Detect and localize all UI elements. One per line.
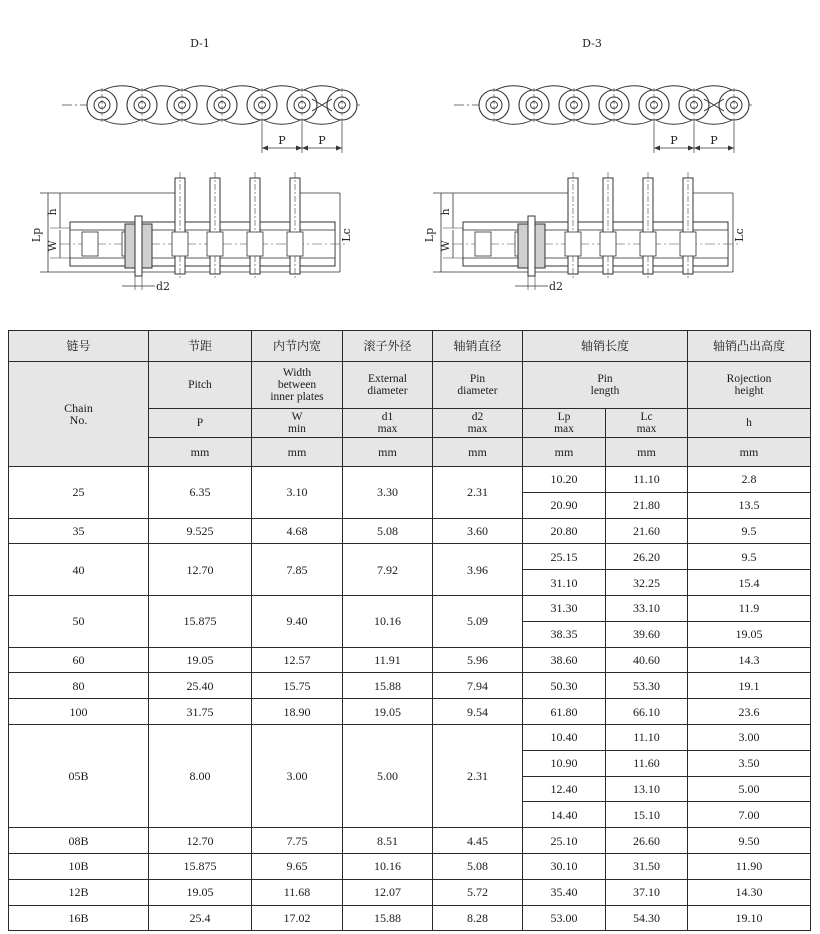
roller [172,232,188,256]
cell-width: 7.75 [252,828,343,854]
cell-lp: 25.10 [523,828,606,854]
cell-lp: 10.90 [523,750,606,776]
header-lc-symbol: Lc max [606,409,688,438]
cell-lp: 30.10 [523,853,606,879]
cell-lp: 31.10 [523,570,606,596]
cell-h: 9.5 [688,544,811,570]
table-row [9,699,811,725]
cell-d2: 5.96 [433,647,523,673]
cell-lc: 53.30 [606,673,688,699]
header-projection-symbol: h [688,409,811,438]
roller [565,232,581,256]
cell-lp: 53.00 [523,905,606,931]
roller [475,232,491,256]
cell-d2: 7.94 [433,673,523,699]
header-col-en: Pitch [149,362,252,409]
roller [82,232,98,256]
cell-d2: 4.45 [433,828,523,854]
cell-h: 5.00 [688,776,811,802]
h-label: h [439,208,452,216]
header-col-unit: mm [433,438,523,467]
cell-d1: 12.07 [343,879,433,905]
cell-width: 15.75 [252,673,343,699]
cell-chain-no: 05B [9,724,149,827]
cell-lc: 54.30 [606,905,688,931]
cell-d1: 10.16 [343,595,433,647]
cell-d1: 15.88 [343,673,433,699]
cell-lc: 39.60 [606,621,688,647]
lc-label: Lc [733,228,746,242]
cell-h: 9.50 [688,828,811,854]
dimension-arrow [728,146,734,151]
cell-chain-no: 25 [9,467,149,519]
cell-lp: 25.15 [523,544,606,570]
cell-lp: 35.40 [523,879,606,905]
cell-d2: 2.31 [433,724,523,827]
pitch-label: P [670,134,678,147]
cell-d1: 3.30 [343,467,433,519]
cell-lc: 26.20 [606,544,688,570]
cell-d2: 5.08 [433,853,523,879]
cell-h: 14.3 [688,647,811,673]
chain-drawing-canvas [0,0,820,310]
cell-h: 11.90 [688,853,811,879]
header-projection-en: Rojection height [688,362,811,409]
cell-lp: 20.90 [523,492,606,518]
cell-lc: 21.80 [606,492,688,518]
cell-lp: 12.40 [523,776,606,802]
d2-label: d2 [156,280,171,293]
header-projection-cn: 轴销凸出高度 [688,331,811,362]
cell-d2: 2.31 [433,467,523,519]
cell-chain-no: 50 [9,595,149,647]
cell-chain-no: 35 [9,518,149,544]
dimension-arrow [296,146,302,151]
cell-pitch: 12.70 [149,828,252,854]
cell-pitch: 25.4 [149,905,252,931]
cell-width: 17.02 [252,905,343,931]
header-col-symbol: d1 max [343,409,433,438]
pitch-label: P [278,134,286,147]
cell-h: 23.6 [688,699,811,725]
dimension-arrow [694,146,700,151]
cell-h: 9.5 [688,518,811,544]
cell-chain-no: 60 [9,647,149,673]
d2-label: d2 [549,280,564,293]
cell-h: 2.8 [688,467,811,493]
cell-lc: 37.10 [606,879,688,905]
table-row [9,647,811,673]
cell-h: 19.1 [688,673,811,699]
header-chain-cn: 链号 [9,331,149,362]
h-label: h [46,208,59,216]
figure-label: D-1 [190,37,210,50]
connecting-link-plate [125,224,135,268]
cell-lc: 13.10 [606,776,688,802]
lc-label: Lc [340,228,353,242]
cell-lp: 38.60 [523,647,606,673]
connecting-link-plate [518,224,528,268]
cell-lc: 26.60 [606,828,688,854]
dimension-arrow [654,146,660,151]
header-projection-unit: mm [688,438,811,467]
header-pin-length-cn: 轴销长度 [523,331,688,362]
roller [640,232,656,256]
cell-lc: 11.10 [606,724,688,750]
cell-d1: 7.92 [343,544,433,596]
cell-pitch: 15.875 [149,853,252,879]
header-col-en: Pin diameter [433,362,523,409]
header-col-symbol: P [149,409,252,438]
header-col-cn: 轴销直径 [433,331,523,362]
cell-d1: 5.00 [343,724,433,827]
dimension-arrow [336,146,342,151]
cell-pitch: 15.875 [149,595,252,647]
cell-d1: 15.88 [343,905,433,931]
table-row [9,828,811,854]
table-body [9,467,811,931]
table-row [9,905,811,931]
cell-d2: 9.54 [433,699,523,725]
cell-chain-no: 80 [9,673,149,699]
roller [600,232,616,256]
dimension-arrow [302,146,308,151]
cell-h: 3.00 [688,724,811,750]
header-lp-unit: mm [523,438,606,467]
header-col-symbol: d2 max [433,409,523,438]
cell-chain-no: 100 [9,699,149,725]
header-col-unit: mm [252,438,343,467]
header-col-cn: 滚子外径 [343,331,433,362]
cell-chain-no: 12B [9,879,149,905]
cell-lp: 20.80 [523,518,606,544]
header-pin-length-en: Pin length [523,362,688,409]
table-row [9,544,811,570]
cell-pitch: 25.40 [149,673,252,699]
cell-width: 9.40 [252,595,343,647]
header-col-symbol: W min [252,409,343,438]
header-lc-unit: mm [606,438,688,467]
cell-h: 15.4 [688,570,811,596]
cell-d2: 8.28 [433,905,523,931]
cell-h: 11.9 [688,595,811,621]
cell-lc: 33.10 [606,595,688,621]
cell-d2: 5.72 [433,879,523,905]
cell-chain-no: 40 [9,544,149,596]
figure-label: D-3 [582,37,602,50]
cell-width: 11.68 [252,879,343,905]
table-row [9,595,811,621]
table-row [9,673,811,699]
cell-lc: 21.60 [606,518,688,544]
cell-chain-no: 16B [9,905,149,931]
table-row [9,879,811,905]
table-row [9,724,811,750]
cell-lc: 31.50 [606,853,688,879]
cell-lp: 50.30 [523,673,606,699]
cell-chain-no: 10B [9,853,149,879]
technical-drawings [0,0,820,310]
cell-d1: 10.16 [343,853,433,879]
cell-lc: 15.10 [606,802,688,828]
header-row [9,362,811,409]
cell-lp: 61.80 [523,699,606,725]
cell-pitch: 6.35 [149,467,252,519]
table-row [9,467,811,493]
cell-width: 18.90 [252,699,343,725]
pitch-label: P [318,134,326,147]
cell-h: 7.00 [688,802,811,828]
roller [247,232,263,256]
chain-spec-table [8,330,811,931]
header-row [9,331,811,362]
cell-width: 12.57 [252,647,343,673]
cell-h: 19.05 [688,621,811,647]
header-col-unit: mm [343,438,433,467]
w-label: W [46,240,59,252]
cell-width: 7.85 [252,544,343,596]
header-col-en: External diameter [343,362,433,409]
header-col-unit: mm [149,438,252,467]
cell-lp: 10.40 [523,724,606,750]
cell-width: 4.68 [252,518,343,544]
cell-chain-no: 08B [9,828,149,854]
roller [287,232,303,256]
cell-d1: 11.91 [343,647,433,673]
cell-h: 3.50 [688,750,811,776]
connecting-pin [528,216,535,276]
w-label: W [439,240,452,252]
header-col-cn: 内节内宽 [252,331,343,362]
cell-width: 9.65 [252,853,343,879]
lp-label: Lp [423,227,436,243]
header-col-en: Width between inner plates [252,362,343,409]
cell-h: 13.5 [688,492,811,518]
cell-d2: 3.96 [433,544,523,596]
connecting-link-plate [142,224,152,268]
dimension-arrow [262,146,268,151]
table-row [9,518,811,544]
cell-lc: 11.10 [606,467,688,493]
cell-lc: 11.60 [606,750,688,776]
table-row [9,853,811,879]
cell-lc: 40.60 [606,647,688,673]
cell-lp: 14.40 [523,802,606,828]
cell-lc: 66.10 [606,699,688,725]
connecting-link-plate [535,224,545,268]
cell-pitch: 19.05 [149,647,252,673]
cell-d1: 19.05 [343,699,433,725]
cell-width: 3.00 [252,724,343,827]
cell-d1: 5.08 [343,518,433,544]
cell-lp: 31.30 [523,595,606,621]
roller [680,232,696,256]
cell-d2: 5.09 [433,595,523,647]
dimension-arrow [688,146,694,151]
cell-d2: 3.60 [433,518,523,544]
cell-lc: 32.25 [606,570,688,596]
header-chain-en: Chain No. [9,362,149,467]
cell-lp: 38.35 [523,621,606,647]
cell-pitch: 31.75 [149,699,252,725]
cell-h: 19.10 [688,905,811,931]
pitch-label: P [710,134,718,147]
header-col-cn: 节距 [149,331,252,362]
header-lp-symbol: Lp max [523,409,606,438]
cell-d1: 8.51 [343,828,433,854]
cell-pitch: 8.00 [149,724,252,827]
cell-h: 14.30 [688,879,811,905]
lp-label: Lp [30,227,43,243]
connecting-pin [135,216,142,276]
cell-pitch: 12.70 [149,544,252,596]
cell-pitch: 19.05 [149,879,252,905]
cell-width: 3.10 [252,467,343,519]
table-header [9,331,811,467]
cell-pitch: 9.525 [149,518,252,544]
cell-lp: 10.20 [523,467,606,493]
roller [207,232,223,256]
